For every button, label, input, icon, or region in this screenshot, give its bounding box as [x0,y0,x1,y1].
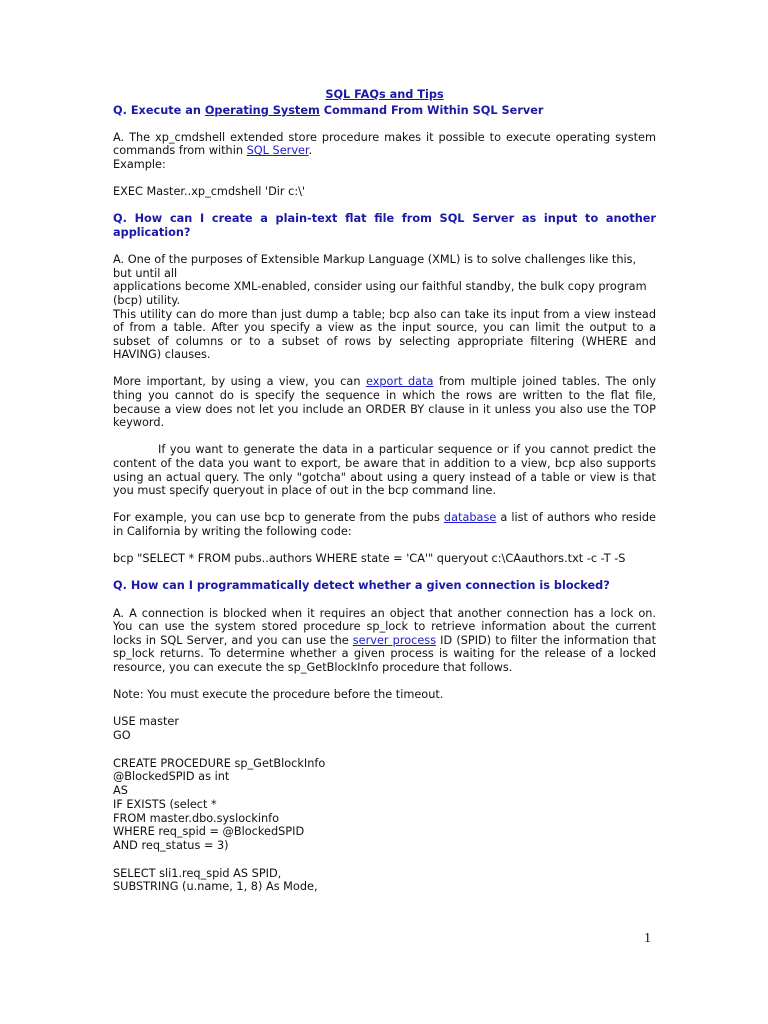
code-line: AND req_status = 3) [113,839,229,853]
answer-3-text: A. A connection is blocked when it requires an object that another connection has a lock on. You can use the system stored procedure sp_lock to retrieve information about the current locks in SQL Server, and you can use the [113,606,656,647]
page-number: 1 [644,931,651,946]
page-title[interactable]: SQL FAQs and Tips [325,88,444,101]
code-line: WHERE req_spid = @BlockedSPID [113,825,305,839]
code-line: SELECT sli1.req_spid AS SPID, [113,866,282,880]
code-block-2 [113,757,656,854]
answer-2-line-3: This utility can do more than just dump a table; bcp also can take its input from a view instead of from a table. After you specify a view as the input source, you can limit the output to a subset of columns or to a subset of rows by selecting appropriate filtering (WHERE and HAVING) clauses. [113,307,656,362]
code-line: CREATE PROCEDURE sp_GetBlockInfo [113,756,326,770]
paragraph-2-text: More important, by using a view, you can [113,375,366,389]
code-line: FROM master.dbo.syslockinfo [113,811,280,825]
answer-3 [113,607,656,675]
paragraph-4-text: For example, you can use bcp to generate from the pubs [113,511,444,525]
question-2: Q. How can I create a plain-text flat file from SQL Server as input to another application? [113,212,656,239]
code-line: USE master [113,715,180,729]
code-line: GO [113,729,131,743]
bcp-code: bcp "SELECT * FROM pubs..authors WHERE state = 'CA'" queryout c:\CAauthors.txt -c -T -S [113,552,626,566]
answer-2-line-2: applications become XML-enabled, consider using our faithful standby, the bulk copy program (bcp) utility. [113,280,647,307]
code-block-1 [113,715,656,743]
answer-1-end: . [308,144,313,158]
code-line: AS [113,784,128,798]
question-1 [113,104,656,118]
operating-system-link[interactable]: Operating System [204,103,320,117]
paragraph-2-end: from multiple joined tables. The only thing you cannot do is specify the sequence in which the rows are written to the flat file, because a view does not let you include an ORDER BY clause in it unless you also use the TOP keyword. [113,375,656,430]
paragraph-4-end: a list of authors who reside in California by writing the following code: [113,511,657,538]
question-1-prefix: Q. Execute an [113,103,205,117]
answer-1 [113,131,656,158]
answer-2-paragraph-2 [113,375,656,429]
answer-2-paragraph-3: If you want to generate the data in a particular sequence or if you cannot predict the content of the data you want to export, be aware that in addition to a view, bcp also supports using an actual query. The only "gotcha" about using a query instead of a table or view is that you must specify queryout in place of out in the bcp command line. [113,443,656,498]
code-line: @BlockedSPID as int [113,770,230,784]
note: Note: You must execute the procedure before the timeout. [113,688,444,702]
question-3: Q. How can I programmatically detect whether a given connection is blocked? [113,579,610,593]
answer-2-line-1: A. One of the purposes of Extensible Markup Language (XML) is to solve challenges like this, but until all [113,253,637,280]
export-data-link[interactable]: export data [365,375,434,389]
database-link[interactable]: database [443,511,497,525]
example-label: Example: [113,157,166,171]
code-line: SUBSTRING (u.name, 1, 8) As Mode, [113,880,318,894]
document-page [113,88,656,894]
answer-1-text: A. The xp_cmdshell extended store procedure makes it possible to execute operating system commands from within [113,130,656,158]
example-code: EXEC Master..xp_cmdshell 'Dir c:\' [113,185,306,199]
server-process-link[interactable]: server process [352,633,437,647]
code-block-3 [113,867,656,895]
answer-3-end: ID (SPID) to filter the information that sp_lock returns. To determine whether a given process is waiting for the release of a locked resource, you can execute the sp_GetBlockInfo procedure that follows. [113,633,656,674]
answer-2-paragraph-4 [113,511,656,538]
question-1-suffix: Command From Within SQL Server [319,103,544,117]
code-line: IF EXISTS (select * [113,797,217,811]
sql-server-link[interactable]: SQL Server [246,144,309,158]
